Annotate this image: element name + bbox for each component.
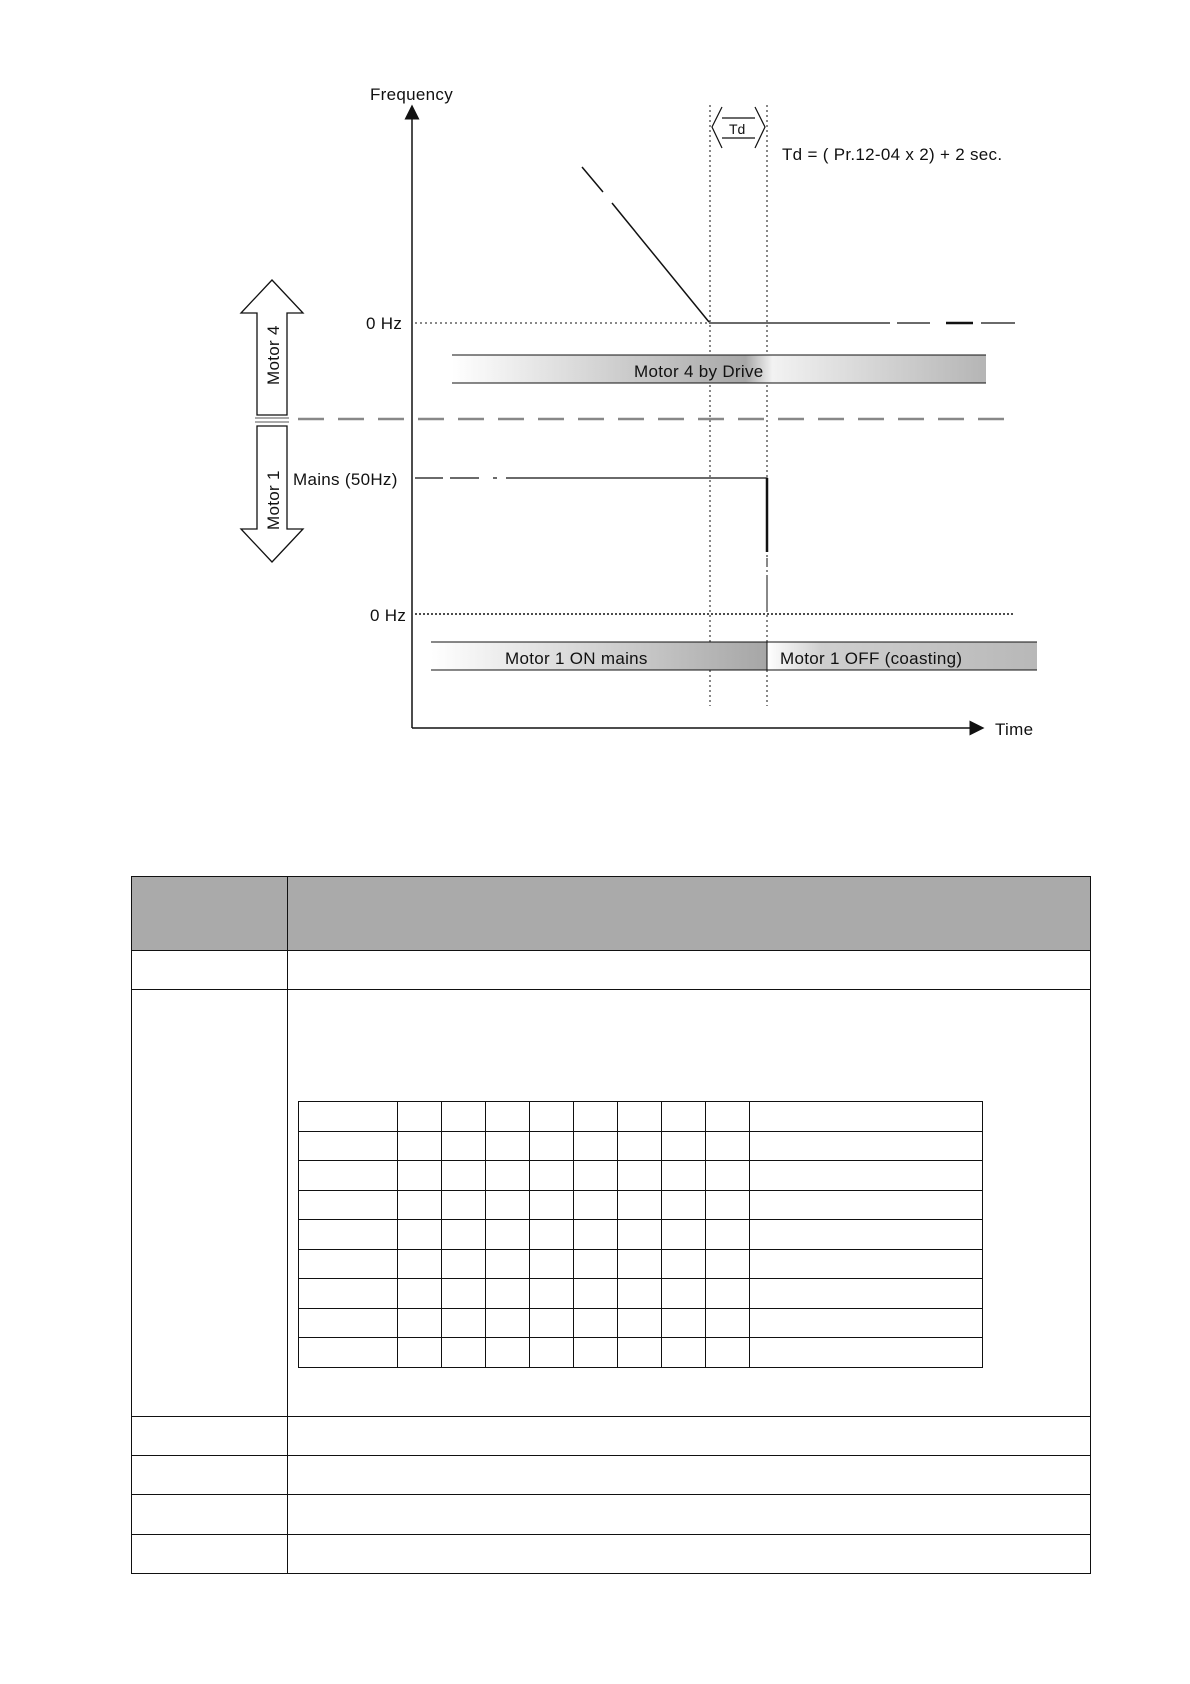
inner-grid-cell [574,1308,618,1338]
inner-grid-cell [486,1190,530,1220]
inner-grid-row [299,1102,983,1132]
inner-grid-cell [618,1131,662,1161]
inner-grid-cell [706,1249,750,1279]
inner-status-grid [298,1101,983,1368]
inner-grid-cell [662,1220,706,1250]
inner-grid-cell [662,1131,706,1161]
td-label: Td [729,121,746,137]
inner-grid-cell [574,1220,618,1250]
inner-grid-cell [618,1338,662,1368]
inner-grid-cell [618,1279,662,1309]
table-row [132,1495,1091,1534]
inner-grid-cell [486,1161,530,1191]
inner-grid-cell [442,1279,486,1309]
inner-grid-cell [750,1161,983,1191]
inner-grid-cell [662,1338,706,1368]
inner-grid-cell [442,1220,486,1250]
inner-grid-cell [530,1131,574,1161]
inner-grid-cell [530,1279,574,1309]
inner-grid-cell [574,1131,618,1161]
inner-grid-cell [530,1161,574,1191]
inner-grid-row [299,1220,983,1250]
motor1-on-mains-label: Motor 1 ON mains [505,649,648,668]
inner-grid-cell [750,1220,983,1250]
inner-grid-cell [618,1190,662,1220]
table-header-cell [132,877,288,951]
inner-grid-cell [486,1308,530,1338]
inner-grid-cell [442,1161,486,1191]
inner-grid-row [299,1279,983,1309]
inner-grid-cell [530,1308,574,1338]
inner-grid-cell [486,1220,530,1250]
inner-grid-cell [662,1190,706,1220]
inner-grid-cell [574,1102,618,1132]
inner-grid-cell [398,1249,442,1279]
inner-grid-cell [442,1249,486,1279]
x-axis-label: Time [995,720,1034,739]
motor1-mains-line [415,478,767,552]
inner-grid-cell [299,1308,398,1338]
y-axis-label: Frequency [370,85,454,104]
inner-grid-row [299,1190,983,1220]
inner-grid-cell [530,1249,574,1279]
mains-label: Mains (50Hz) [293,470,398,489]
inner-grid-cell [750,1308,983,1338]
inner-grid-cell [299,1102,398,1132]
inner-grid-cell [574,1249,618,1279]
inner-grid-cell [662,1308,706,1338]
motor1-arrow-label: Motor 1 [264,470,283,530]
inner-grid-cell [706,1220,750,1250]
inner-grid-cell [299,1279,398,1309]
inner-grid-cell [706,1338,750,1368]
inner-grid-cell [398,1308,442,1338]
inner-grid-cell [299,1161,398,1191]
inner-grid-row [299,1131,983,1161]
inner-grid-cell [299,1131,398,1161]
motor4-zero-label: 0 Hz [366,314,403,333]
inner-grid-cell [398,1131,442,1161]
inner-grid-cell [706,1131,750,1161]
inner-grid-cell [750,1190,983,1220]
table-row [132,1416,1091,1455]
inner-grid-cell [750,1249,983,1279]
inner-grid-cell [398,1279,442,1309]
inner-grid-cell [574,1161,618,1191]
inner-grid-cell [574,1279,618,1309]
inner-grid-cell [486,1338,530,1368]
inner-grid-cell [618,1220,662,1250]
inner-grid-cell [486,1102,530,1132]
inner-grid-cell [299,1190,398,1220]
table-header-cell [288,877,1091,951]
inner-grid-cell [299,1249,398,1279]
inner-grid-cell [398,1338,442,1368]
inner-grid-cell [750,1279,983,1309]
motor4-drive-bar-label: Motor 4 by Drive [634,362,764,381]
inner-grid-cell [442,1131,486,1161]
table-row [132,1534,1091,1573]
inner-grid-cell [486,1279,530,1309]
table-header-row [132,877,1091,951]
inner-grid-cell [662,1279,706,1309]
inner-grid-cell [750,1102,983,1132]
inner-grid-cell [442,1102,486,1132]
inner-grid-cell [530,1220,574,1250]
inner-grid-cell [486,1249,530,1279]
inner-grid-cell [618,1249,662,1279]
inner-grid-cell [662,1249,706,1279]
td-formula: Td = ( Pr.12-04 x 2) + 2 sec. [782,145,1003,164]
inner-grid-cell [442,1338,486,1368]
inner-grid-cell [706,1308,750,1338]
inner-grid-cell [398,1102,442,1132]
inner-grid-cell [662,1161,706,1191]
inner-grid-cell [706,1161,750,1191]
table-row [132,950,1091,989]
inner-grid-cell [706,1279,750,1309]
inner-grid-cell [299,1220,398,1250]
motor1-zero-label: 0 Hz [370,606,407,625]
motor4-arrow-label: Motor 4 [264,325,283,385]
motor4-deceleration-line [582,167,709,322]
inner-grid-cell [530,1102,574,1132]
inner-grid-cell [486,1131,530,1161]
inner-grid-cell [442,1190,486,1220]
inner-grid-cell [574,1190,618,1220]
inner-grid-cell [662,1102,706,1132]
inner-grid-cell [618,1308,662,1338]
inner-grid-cell [299,1338,398,1368]
inner-grid-cell [618,1102,662,1132]
inner-grid-cell [706,1190,750,1220]
inner-grid-cell [750,1338,983,1368]
motor1-off-coasting-label: Motor 1 OFF (coasting) [780,649,963,668]
table-row [132,1455,1091,1494]
inner-grid-cell [398,1161,442,1191]
inner-grid-row [299,1249,983,1279]
inner-grid-cell [574,1338,618,1368]
motor-switching-timing-diagram [0,0,1190,800]
inner-grid-cell [398,1220,442,1250]
inner-grid-cell [706,1102,750,1132]
inner-grid-row [299,1161,983,1191]
inner-grid-cell [530,1338,574,1368]
inner-grid-cell [442,1308,486,1338]
inner-grid-cell [398,1190,442,1220]
inner-grid-cell [530,1190,574,1220]
inner-grid-row [299,1308,983,1338]
inner-grid-cell [750,1131,983,1161]
inner-grid-row [299,1338,983,1368]
inner-grid-cell [618,1161,662,1191]
